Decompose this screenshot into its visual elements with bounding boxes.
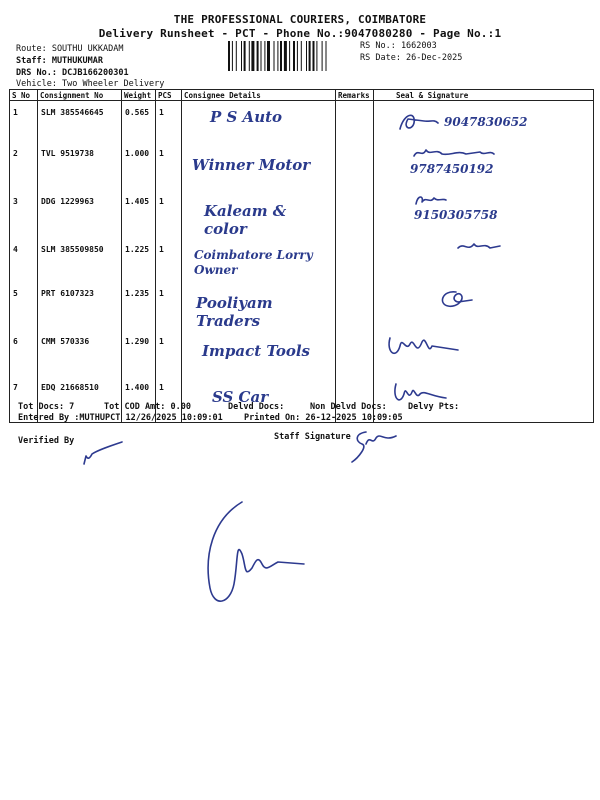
remarks-cell	[336, 142, 374, 190]
rs-number: RS No.: 1662003	[360, 41, 437, 51]
consignee-cell: Winner Motor	[182, 142, 336, 190]
signature-cell	[374, 101, 594, 143]
signature-mark	[410, 146, 510, 160]
signature-mark	[382, 332, 472, 368]
col-consignee: Consignee Details	[182, 90, 336, 101]
staff-label: Staff: MUTHUKUMAR	[16, 56, 103, 66]
pcs-cell: 1	[156, 330, 182, 376]
delivered-docs: Delvd Docs:	[228, 402, 285, 412]
page-title: THE PROFESSIONAL COURIERS, COIMBATORE	[173, 13, 427, 26]
table-row	[10, 238, 594, 282]
weight-cell: 1.405	[122, 190, 156, 238]
barcode-bar	[264, 41, 265, 71]
consignee-cell: SS Car	[182, 376, 336, 423]
consignment-cell: SLM 385509850	[38, 238, 122, 282]
sno-cell: 3	[10, 190, 38, 238]
consignee-cell: Kaleam & color	[182, 190, 336, 238]
weight-cell: 1.000	[122, 142, 156, 190]
signature-mark	[454, 238, 504, 258]
barcode-bar	[284, 41, 287, 71]
barcode-bar	[301, 41, 302, 71]
runsheet-table	[9, 89, 594, 423]
signature-phone: 9150305758	[414, 208, 498, 222]
route-label: Route: SOUTHU UKKADAM	[16, 44, 124, 54]
consignment-cell: SLM 385546645	[38, 101, 122, 143]
remarks-cell	[336, 282, 374, 330]
consignee-cell: P S Auto	[182, 101, 336, 143]
barcode-bar	[241, 41, 242, 71]
signature-cell	[374, 282, 594, 330]
remarks-cell	[336, 330, 374, 376]
col-weight: Weight	[122, 90, 156, 101]
rs-date: RS Date: 26-Dec-2025	[360, 53, 463, 63]
pcs-cell: 1	[156, 282, 182, 330]
table-row	[10, 101, 594, 143]
signature-cell	[374, 190, 594, 238]
barcode	[228, 41, 356, 71]
barcode-bar	[309, 41, 311, 71]
col-pcs: PCS	[156, 90, 182, 101]
consignee-cell: Pooliyam Traders	[182, 282, 336, 330]
sno-cell: 7	[10, 376, 38, 423]
table-row	[10, 190, 594, 238]
signature-phone: 9047830652	[444, 115, 528, 129]
pcs-cell: 1	[156, 142, 182, 190]
barcode-bar	[236, 41, 237, 71]
consignment-cell: DDG 1229963	[38, 190, 122, 238]
table-row	[10, 142, 594, 190]
consignment-cell: CMM 570336	[38, 330, 122, 376]
verified-by-label: Verified By	[18, 436, 75, 446]
barcode-bar	[232, 41, 233, 71]
consignment-cell: TVL 9519738	[38, 142, 122, 190]
pcs-cell: 1	[156, 101, 182, 143]
sno-cell: 4	[10, 238, 38, 282]
weight-cell: 1.235	[122, 282, 156, 330]
barcode-bar	[257, 41, 259, 71]
barcode-bar	[244, 41, 246, 71]
remarks-cell	[336, 190, 374, 238]
barcode-bar	[277, 41, 278, 71]
barcode-bar	[261, 41, 262, 71]
pcs-cell: 1	[156, 238, 182, 282]
remarks-cell	[336, 101, 374, 143]
barcode-bar	[274, 41, 275, 71]
table-row	[10, 330, 594, 376]
barcode-bar	[293, 41, 295, 71]
signature-mark	[412, 192, 452, 208]
staff-signature-mark	[346, 428, 406, 468]
barcode-bar	[297, 41, 298, 71]
vehicle-label: Vehicle: Two Wheeler Delivery	[16, 79, 165, 89]
barcode-bar	[313, 41, 315, 71]
sno-cell: 5	[10, 282, 38, 330]
signature-cell	[374, 376, 594, 423]
barcode-bar	[316, 41, 317, 71]
sno-cell: 6	[10, 330, 38, 376]
table-header-row	[10, 90, 594, 101]
barcode-bar	[280, 41, 282, 71]
barcode-bar	[267, 41, 270, 71]
weight-cell: 0.565	[122, 101, 156, 143]
consignment-cell: EDQ 21668510	[38, 376, 122, 423]
page-subtitle: Delivery Runsheet - PCT - Phone No.:9047080280 - Page No.:1	[98, 27, 502, 40]
verified-by-signature	[74, 436, 134, 466]
total-docs: Tot Docs: 7	[18, 402, 75, 412]
weight-cell: 1.400	[122, 376, 156, 423]
barcode-bar	[249, 41, 250, 71]
table-row	[10, 282, 594, 330]
col-consignment: Consignment No	[38, 90, 122, 101]
barcode-bar	[326, 41, 327, 71]
consignment-cell: PRT 6107323	[38, 282, 122, 330]
barcode-bar	[228, 41, 230, 71]
total-cod-amount: Tot COD Amt: 0.00	[104, 402, 191, 412]
col-remarks: Remarks	[336, 90, 374, 101]
barcode-bar	[306, 41, 307, 71]
non-delivered-docs: Non Delvd Docs:	[310, 402, 387, 412]
remarks-cell	[336, 238, 374, 282]
barcode-bar	[289, 41, 290, 71]
col-sno: S No	[10, 90, 38, 101]
col-seal-signature: Seal & Signature	[374, 90, 594, 101]
consignee-cell: Impact Tools	[182, 330, 336, 376]
signature-cell	[374, 238, 594, 282]
entered-by: Entered By :MUTHUPCT 12/26/2025 10:09:01	[18, 413, 223, 423]
barcode-bar	[251, 41, 254, 71]
pcs-cell: 1	[156, 376, 182, 423]
pcs-cell: 1	[156, 190, 182, 238]
signature-mark	[432, 286, 482, 316]
printed-on: Printed On: 26-12-2025 10:09:05	[244, 413, 403, 423]
consignee-cell: Coimbatore Lorry Owner	[182, 238, 336, 282]
signature-cell	[374, 330, 594, 376]
barcode-bar	[322, 41, 323, 71]
staff-signature-label: Staff Signature	[274, 432, 351, 442]
weight-cell: 1.225	[122, 238, 156, 282]
signature-cell	[374, 142, 594, 190]
signature-phone: 9787450192	[410, 162, 494, 176]
drs-number: DRS No.: DCJB166200301	[16, 68, 129, 78]
delivery-points: Delvy Pts:	[408, 402, 460, 412]
large-signature-mark	[196, 496, 326, 616]
sno-cell: 1	[10, 101, 38, 143]
sno-cell: 2	[10, 142, 38, 190]
weight-cell: 1.290	[122, 330, 156, 376]
